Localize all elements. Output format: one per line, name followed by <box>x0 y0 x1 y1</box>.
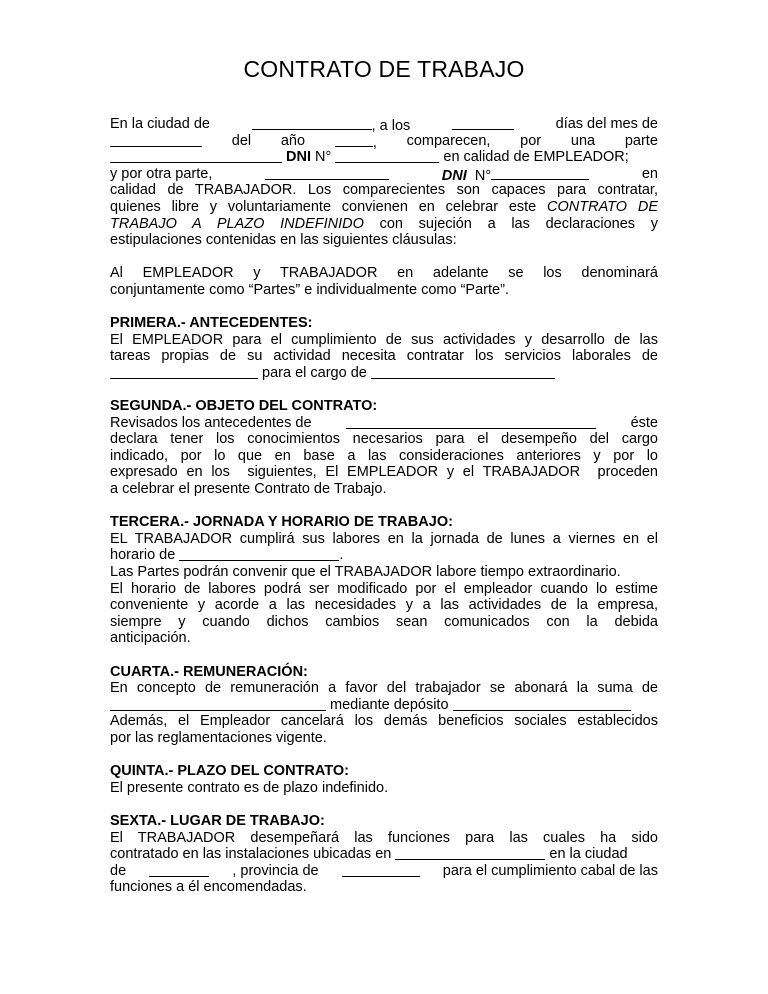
text: con sujeción a las declaraciones y <box>363 215 658 232</box>
sexta-line-3 <box>110 863 658 880</box>
blank-year[interactable] <box>335 133 373 147</box>
text: una <box>570 132 596 149</box>
blank-day[interactable] <box>452 116 514 130</box>
text: contratado en las instalaciones ubicadas en <box>110 846 396 863</box>
text: y por otra parte, <box>110 165 213 182</box>
blank-position[interactable] <box>371 365 555 379</box>
cuarta-line-4: por las reglamentaciones vigente. <box>110 729 327 746</box>
blank-city-work[interactable] <box>149 863 209 877</box>
blank-amount[interactable] <box>110 697 326 711</box>
tercera-line-3: Las Partes podrán convenir que el TRABAJADOR labore tiempo extraordinario. <box>110 564 621 581</box>
text: para el cargo de <box>258 364 371 381</box>
dni-label: DNI <box>286 149 312 166</box>
tercera-line-5: conveniente y acorde a las necesidades y a las actividades de la empresa, <box>110 597 658 614</box>
intro-line-3 <box>110 149 658 166</box>
cuarta-line-1: En concepto de remuneración a favor del trabajador se abonará la suma de <box>110 680 658 697</box>
tercera-line-1: EL TRABAJADOR cumplirá sus labores en la jornada de lunes a viernes en el <box>110 530 658 547</box>
intro-line-4 <box>110 166 658 183</box>
blank-worker-name[interactable] <box>265 166 389 180</box>
text: quienes libre y voluntariamente convienen en celebrar este <box>110 198 548 215</box>
cuarta-line-3: Además, el Empleador cancelará los demás beneficios sociales establecidos <box>110 713 658 730</box>
document-body <box>110 116 658 896</box>
dni-label: DNI <box>441 167 467 184</box>
sexta-line-4: funciones a él encomendadas. <box>110 879 307 896</box>
intro-line-8: estipulaciones contenidas en las siguientes cláusulas: <box>110 232 457 249</box>
quinta-line-1: El presente contrato es de plazo indefinido. <box>110 779 389 796</box>
sexta-line-1: El TRABAJADOR desempeñará las funciones para las cuales ha sido <box>110 829 658 846</box>
primera-line-3 <box>110 365 658 382</box>
blank-deposit[interactable] <box>453 697 631 711</box>
blank-antecedents[interactable] <box>346 415 596 429</box>
cuarta-line-2 <box>110 697 658 714</box>
blank-schedule[interactable] <box>179 547 339 561</box>
segunda-line-4: expresado en los siguientes, El EMPLEADOR y el TRABAJADOR proceden <box>110 464 658 481</box>
text: Revisados los antecedentes de <box>110 414 312 431</box>
text: en <box>641 165 658 182</box>
text: para el cumplimiento cabal de las <box>442 862 658 879</box>
intro-line-1 <box>110 116 658 133</box>
document-title: CONTRATO DE TRABAJO <box>243 56 525 82</box>
text: En la ciudad de <box>110 116 210 132</box>
text: , a los <box>371 118 411 134</box>
text: días del mes de <box>555 116 658 132</box>
tercera-line-7: anticipación. <box>110 630 191 647</box>
blank-facilities[interactable] <box>395 846 545 860</box>
clause-heading-cuarta: CUARTA.- REMUNERACIÓN: <box>110 663 308 680</box>
blank-worker[interactable] <box>110 365 258 379</box>
contract-type: TRABAJO A PLAZO INDEFINIDO <box>110 215 364 232</box>
tercera-line-2 <box>110 547 658 564</box>
primera-line-2: tareas propias de su actividad necesita contratar los servicios laborales de <box>110 348 658 365</box>
text: en calidad de EMPLEADOR; <box>439 149 629 166</box>
text: por <box>520 132 542 149</box>
text: del <box>231 132 252 149</box>
text: año <box>280 132 306 149</box>
text: , <box>372 134 377 151</box>
clause-heading-quinta: QUINTA.- PLAZO DEL CONTRATO: <box>110 763 349 780</box>
clause-heading-sexta: SEXTA.- LUGAR DE TRABAJO: <box>110 812 325 829</box>
intro-line-6 <box>110 199 658 216</box>
blank-worker-dni[interactable] <box>491 166 589 180</box>
text: N° <box>311 149 332 166</box>
partes-line-1: Al EMPLEADOR y TRABAJADOR en adelante se los denominará <box>110 265 658 282</box>
segunda-line-1 <box>110 415 658 432</box>
partes-line-2: conjuntamente como “Partes” e individualmente como “Parte”. <box>110 281 509 298</box>
text: comparecen, <box>406 132 491 149</box>
primera-line-1: El EMPLEADOR para el cumplimiento de sus actividades y desarrollo de las <box>110 331 658 348</box>
text: , provincia de <box>232 862 319 879</box>
intro-line-5: calidad de TRABAJADOR. Los comparecientes son capaces para contratar, <box>110 182 658 199</box>
text: de <box>110 862 127 879</box>
tercera-line-6: siempre y cuando dichos cambios sean comunicados con la debida <box>110 613 658 630</box>
tercera-line-4: El horario de labores podrá ser modificado por el empleador cuando lo estime <box>110 580 658 597</box>
clause-heading-primera: PRIMERA.- ANTECEDENTES: <box>110 315 313 332</box>
segunda-line-3: indicado, por lo que en base a las consideraciones anteriores y por lo <box>110 447 658 464</box>
text: parte <box>624 132 658 149</box>
contract-type: CONTRATO DE <box>547 198 658 215</box>
blank-employer-name[interactable] <box>110 149 282 163</box>
sexta-line-2 <box>110 846 658 863</box>
blank-employer-dni[interactable] <box>335 149 439 163</box>
blank-month[interactable] <box>110 133 202 147</box>
clause-heading-segunda: SEGUNDA.- OBJETO DEL CONTRATO: <box>110 398 378 415</box>
text: N° <box>474 167 492 184</box>
clause-heading-tercera: TERCERA.- JORNADA Y HORARIO DE TRABAJO: <box>110 514 453 531</box>
blank-province[interactable] <box>342 863 420 877</box>
intro-line-2 <box>110 133 658 150</box>
text: horario de <box>110 547 180 564</box>
text: mediante depósito <box>326 696 453 713</box>
segunda-line-5: a celebrar el presente Contrato de Trabajo. <box>110 481 387 498</box>
blank-city[interactable] <box>252 116 372 130</box>
text: éste <box>630 414 658 431</box>
text: . <box>339 547 344 564</box>
text: en la ciudad <box>545 846 628 863</box>
segunda-line-2: declara tener los conocimientos necesarios para el desempeño del cargo <box>110 431 658 448</box>
intro-line-7 <box>110 216 658 233</box>
